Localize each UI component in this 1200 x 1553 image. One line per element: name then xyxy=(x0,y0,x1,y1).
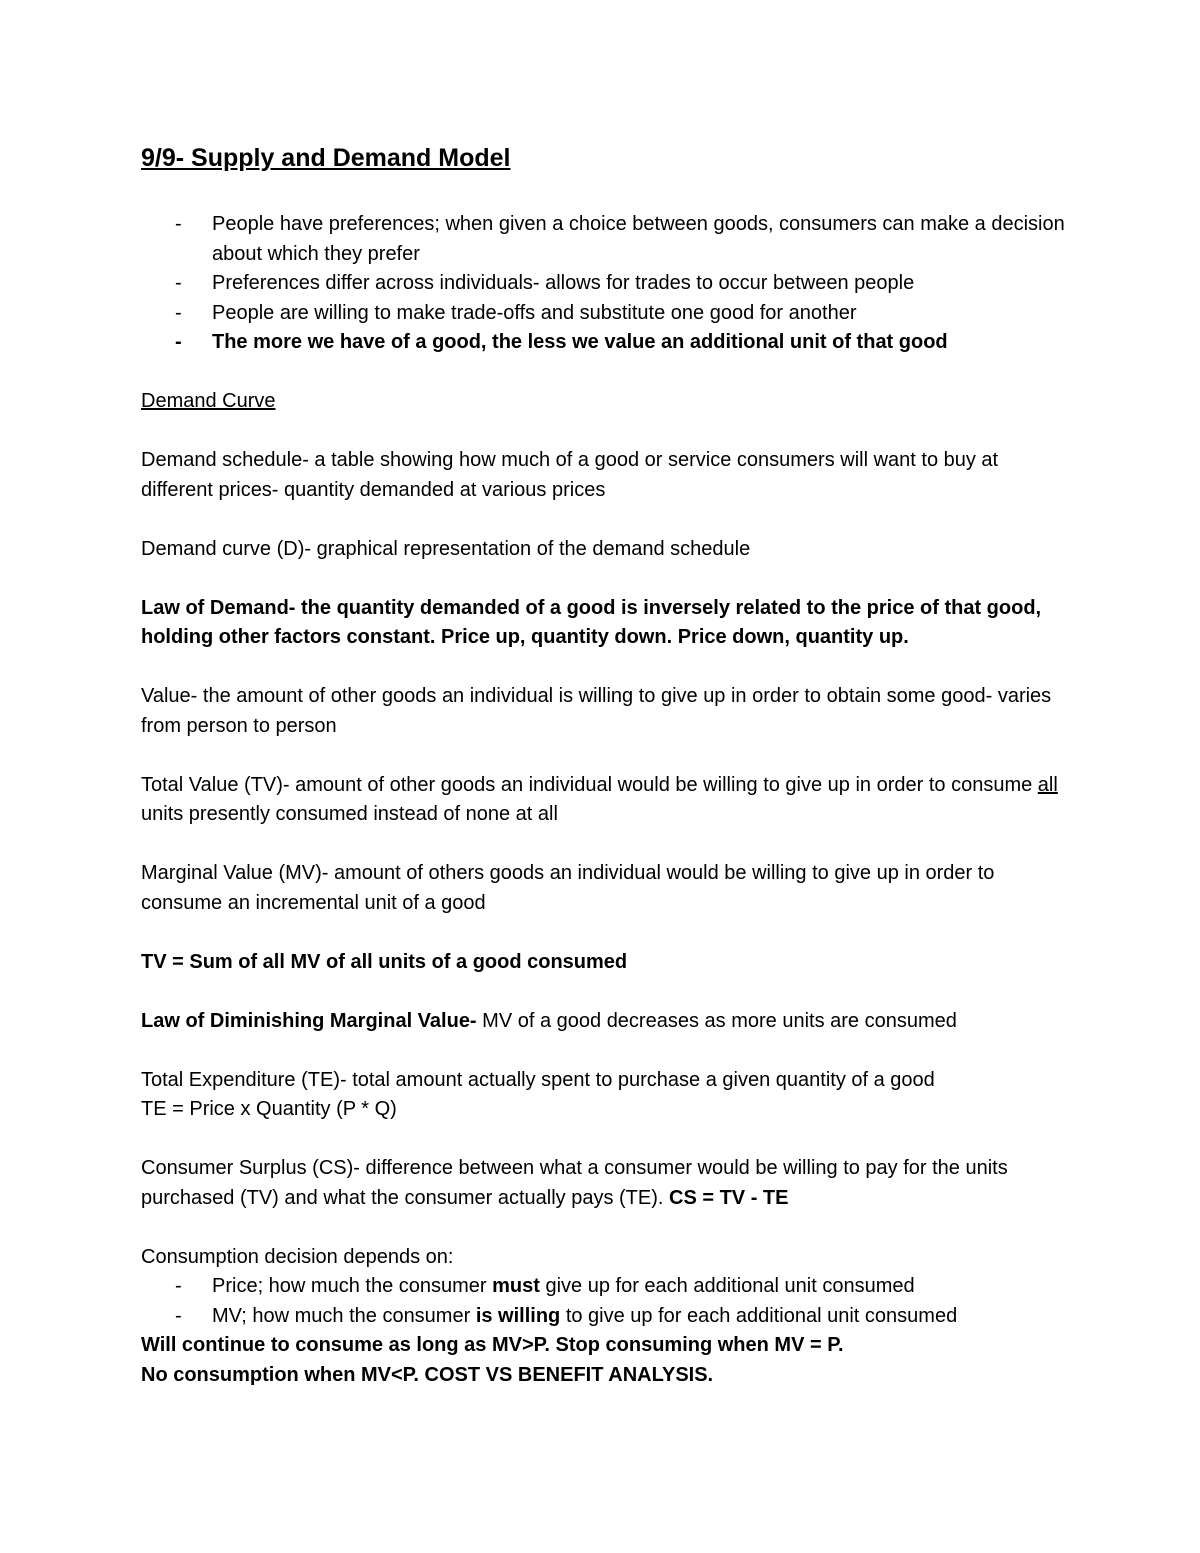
section-heading: Demand Curve xyxy=(141,390,276,412)
list-item xyxy=(141,1302,1071,1332)
value-paragraph: Value- the amount of other goods an individual is willing to give up in order to obtain some good- varies from person to person xyxy=(141,685,1052,737)
demand-schedule-paragraph: Demand schedule- a table showing how much of a good or service consumers will want to buy at different prices- quantity demanded at various prices xyxy=(141,449,999,501)
bullet-emphasis: is willing xyxy=(475,1304,561,1327)
total-value-paragraph xyxy=(141,771,1071,830)
total-value-text-end: units presently consumed instead of none at all xyxy=(141,803,558,825)
marginal-value-paragraph: Marginal Value (MV)- amount of others goods an individual would be willing to give up in order to consume an incremental unit of a good xyxy=(141,862,995,914)
bullet-text-end: to give up for each additional unit consumed xyxy=(560,1304,958,1327)
law-of-demand-paragraph: Law of Demand- the quantity demanded of a good is inversely related to the price of that good, holding other factors constant. Price up, quantity down. Price down, quantity up. xyxy=(141,596,1042,648)
consumption-intro: Consumption decision depends on: xyxy=(141,1245,454,1268)
consumer-surplus-paragraph xyxy=(141,1154,1071,1213)
law-definition: MV of a good decreases as more units are consumed xyxy=(476,1009,957,1032)
total-expenditure-paragraph xyxy=(141,1066,1071,1125)
list-item: - Preferences differ across individuals- allows for trades to occur between people xyxy=(141,269,1071,299)
diminishing-marginal-value-paragraph xyxy=(141,1007,1071,1037)
list-item: - The more we have of a good, the less we value an additional unit of that good xyxy=(141,328,1071,358)
total-value-text: Total Value (TV)- amount of other goods an individual would be willing to give up in order to consume xyxy=(141,773,1038,796)
consumer-surplus-definition: Consumer Surplus (CS)- difference between what a consumer would be willing to pay for the units purchased (TV) and what the consumer actually pays (TE). xyxy=(141,1157,1008,1209)
intro-bullet-list xyxy=(141,210,1071,358)
tv-sum-formula: TV = Sum of all MV of all units of a good consumed xyxy=(141,950,628,973)
list-item: - People are willing to make trade-offs and substitute one good for another xyxy=(141,299,1071,329)
list-item xyxy=(141,1272,1071,1302)
list-item: - People have preferences; when given a choice between goods, consumers can make a decision about which they prefer xyxy=(141,210,1071,269)
demand-curve-paragraph: Demand curve (D)- graphical representation of the demand schedule xyxy=(141,537,751,560)
consumer-surplus-formula: CS = TV - TE xyxy=(669,1186,789,1209)
underlined-word: all xyxy=(1037,773,1058,796)
consumption-bullet-list xyxy=(141,1272,1071,1331)
total-expenditure-formula: TE = Price x Quantity (P * Q) xyxy=(141,1098,397,1120)
bullet-text-end: give up for each additional unit consumed xyxy=(539,1275,915,1297)
page-title: 9/9- Supply and Demand Model xyxy=(141,144,511,172)
bullet-text: MV; how much the consumer xyxy=(212,1304,476,1327)
bullet-text: Price; how much the consumer xyxy=(212,1275,493,1297)
total-expenditure-definition: Total Expenditure (TE)- total amount actually spent to purchase a given quantity of a good xyxy=(141,1068,935,1091)
consumption-rule: Will continue to consume as long as MV>P. Stop consuming when MV = P. xyxy=(141,1334,844,1356)
document-page xyxy=(141,140,1071,1390)
law-term: Law of Diminishing Marginal Value- xyxy=(141,1009,477,1032)
consumption-rule: No consumption when MV<P. COST VS BENEFIT ANALYSIS. xyxy=(141,1363,714,1386)
bullet-emphasis: must xyxy=(492,1275,540,1297)
